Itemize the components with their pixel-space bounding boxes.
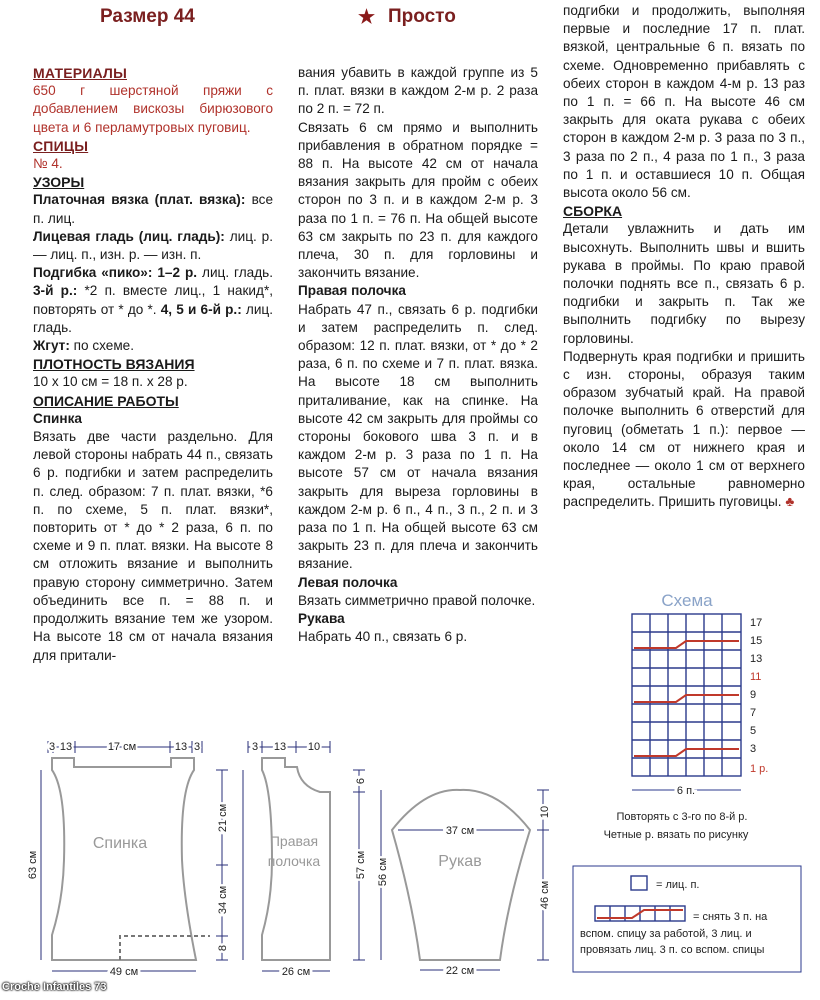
- back-dim-34: 34 см: [217, 885, 229, 915]
- materials-text: 650 г шерстяной пряжи с добавлением вискозы бирюзового цвета и 6 перламутровых пуговиц.: [33, 83, 273, 135]
- right-front-text: Набрать 47 п., связать 6 р. подгибки и затем распределить п. след. образом: 12 п. плат. вязки, от * до * 2 раза, 6 п. по схеме и 7 п. плат. вязка. На высоте 18 см выполнить приталивание, как на спинке. На высоте 42 см закрыть для проймы со стороны бокового шва 3 п. и в каждом 2-м р. 3 раза по 1 п. На высоте 57 см от начала вязания закрыть для выреза горловины в каждом 2-м р. 6 п., 4 п., 3 п., 2 п. и 3 раза по 1 п. На общей высоте 63 см закрыть 23 п. для плеча и закончить вязание.: [298, 301, 538, 572]
- scheme-row-1: 1 р.: [750, 763, 769, 775]
- scheme-row-11: 11: [750, 671, 762, 683]
- scheme-note-1: Повторять с 3-го по 8-й р.: [616, 811, 748, 823]
- assembly-text-2: Подвернуть края подгибки и пришить с изн. стороны, образуя таким образом зубчатый край. На правой полочке выполнить 6 отверстий для пуговиц (обметать 1 п.): первое — около 14 см от нижнего края и последнее — около 1 см от верхнего края, остальные равномерно распределить. Пришить пуговицы. ♣: [563, 348, 805, 510]
- sleeve-piece-outline: [392, 790, 530, 960]
- sleeve-piece-label: Рукав: [438, 853, 482, 870]
- front-dim-10: 10: [307, 741, 321, 753]
- pattern-garter: Платочная вязка (плат. вязка): все п. лиц.: [33, 192, 274, 226]
- scheme-width-label: 6 п.: [676, 785, 696, 797]
- scheme-note-2: Четные р. вязать по рисунку: [603, 829, 749, 841]
- difficulty-label: Просто: [388, 6, 456, 27]
- sleeve-heading: Рукава: [298, 611, 345, 627]
- legend-cable-2: вспом. спицу за работой, 3 лиц. и: [580, 928, 752, 940]
- density-text: 10 x 10 см = 18 п. x 28 р.: [33, 374, 188, 390]
- sleeve-dim-46: 46 см: [539, 880, 551, 910]
- scheme-row-9: 9: [750, 689, 757, 701]
- legend-knit-label: = лиц. п.: [656, 879, 700, 891]
- assembly-heading: СБОРКА: [563, 203, 623, 220]
- back-dim-3a: 3: [48, 741, 56, 753]
- legend-knit-symbol: [631, 876, 647, 890]
- front-dim-13: 13: [273, 741, 287, 753]
- scheme-row-7: 7: [750, 707, 757, 719]
- club-icon: ♣: [785, 494, 795, 510]
- back-dim-3b: 3: [193, 741, 201, 753]
- left-front-heading: Левая полочка: [298, 574, 398, 590]
- sleeve-dim-56: 56 см: [377, 857, 389, 887]
- sleeve-text: Набрать 40 п., связать 6 р.: [298, 629, 468, 645]
- scheme-row-13: 13: [750, 653, 763, 665]
- pattern-cable: Жгут: по схеме.: [33, 338, 135, 354]
- back-dim-13a: 13: [59, 741, 73, 753]
- scheme-title: Схема: [661, 591, 713, 610]
- sleeve-dim-10: 10: [539, 805, 551, 819]
- legend-cable-1: = снять 3 п. на: [693, 911, 768, 923]
- front-dim-3: 3: [251, 741, 259, 753]
- back-piece-label: Спинка: [92, 835, 148, 852]
- front-piece-label-2: полочка: [267, 853, 321, 869]
- legend-cable-3: провязать лиц. 3 п. со вспом. спицы: [580, 944, 765, 956]
- front-dim-57: 57 см: [355, 850, 367, 880]
- work-heading: ОПИСАНИЕ РАБОТЫ: [33, 392, 179, 409]
- patterns-heading: УЗОРЫ: [33, 174, 85, 191]
- front-dim-6: 6: [355, 777, 367, 785]
- back-text-cont: вания убавить в каждой группе из 5 п. плат. вязки в каждом 2-м р. 2 раза по 2 п. = 72 п.: [298, 65, 538, 117]
- back-dim-63: 63 см: [27, 850, 39, 880]
- scheme-row-5: 5: [750, 725, 757, 737]
- sleeve-text-cont: подгибки и продолжить, выполняя первые и последние 17 п. плат. вязкой, центральные 6 п. вязать по схеме. Одновременно прибавлять с обеих сторон в каждом 4-м р. 13 раз по 1 п. = 66 п. На высоте 46 см закрыть для оката рукава с обеих сторон в каждом 2-м р. 3 раза по 3 п., 3 раза по 2 п., 4 раза по 1 п., 3 раза по 1 п. и оставшиеся 10 п. Общая высота около 56 см.: [563, 3, 805, 201]
- back-heading: Спинка: [33, 410, 82, 426]
- back-dim-8: 8: [217, 944, 229, 952]
- back-text: Вязать две части раздельно. Для левой стороны набрать 44 п., связать 6 р. подгибки и затем распределить п. след. образом: 7 п. плат. вязки, *6 п. по схеме, 5 п. плат. вязки*, повторить от * до * 2 раза, 6 п. по схеме и 9 п. плат. вязки. На высоте 8 см отложить вязание и выполнить правую сторону симметрично. Затем объединить все п. = 88 п. и продолжить вязание тем же узором. На высоте 18 см от начала вязания для притали-: [33, 429, 273, 663]
- scheme-row-3: 3: [750, 743, 757, 755]
- difficulty-star-icon: ★: [358, 7, 376, 28]
- back-dim-13b: 13: [174, 741, 188, 753]
- back-piece-outline: [52, 758, 210, 960]
- back-dim-49: 49 см: [109, 966, 139, 978]
- footer-credit: Croche Infantiles 73: [2, 981, 107, 993]
- needles-text: № 4.: [33, 156, 63, 172]
- back-dim-17: 17 см: [107, 741, 137, 753]
- sleeve-dim-37: 37 см: [445, 825, 475, 837]
- right-front-heading: Правая полочка: [298, 283, 406, 299]
- materials-heading: МАТЕРИАЛЫ: [33, 65, 127, 81]
- size-title: Размер 44: [100, 6, 195, 27]
- back-dim-21: 21 см: [217, 803, 229, 833]
- sleeve-dim-22: 22 см: [445, 965, 475, 977]
- front-piece-label-1: Правая: [269, 833, 319, 849]
- left-front-text: Вязать симметрично правой полочке.: [298, 592, 536, 608]
- assembly-text: Детали увлажнить и дать им высохнуть. Выполнить швы и вшить рукава в проймы. По краю правой полочки поднять все п., связать 6 р. подгибки и закрыть п. Так же выполнить подгибку по вырезу горловины.: [563, 221, 805, 346]
- front-dim-26: 26 см: [281, 966, 311, 978]
- pattern-stockinette: Лицевая гладь (лиц. гладь): лиц. р. — лиц. п., изн. р. — изн. п.: [33, 228, 274, 263]
- needles-heading: СПИЦЫ: [33, 137, 89, 154]
- scheme-row-15: 15: [750, 635, 763, 647]
- density-heading: ПЛОТНОСТЬ ВЯЗАНИЯ: [33, 356, 195, 373]
- pattern-picot: Подгибка «пико»: 1–2 р. лиц. гладь. 3-й р.: *2 п. вместе лиц., 1 накид*, повторять от * до *. 4, 5 и 6-й р.: лиц. гладь.: [33, 265, 274, 335]
- back-text-cont2: Связать 6 см прямо и выполнить прибавления в обратном порядке = 88 п. На высоте 42 см от начала вязания закрыть для пройм с обеих сторон по 3 п. и в каждом 2-м р. 3 раза по 1 п. = 76 п. На общей высоте 63 см закрыть по 23 п. для каждого плеча, 30 п. для горловины и закончить вязание.: [298, 119, 538, 281]
- scheme-row-17: 17: [750, 617, 763, 629]
